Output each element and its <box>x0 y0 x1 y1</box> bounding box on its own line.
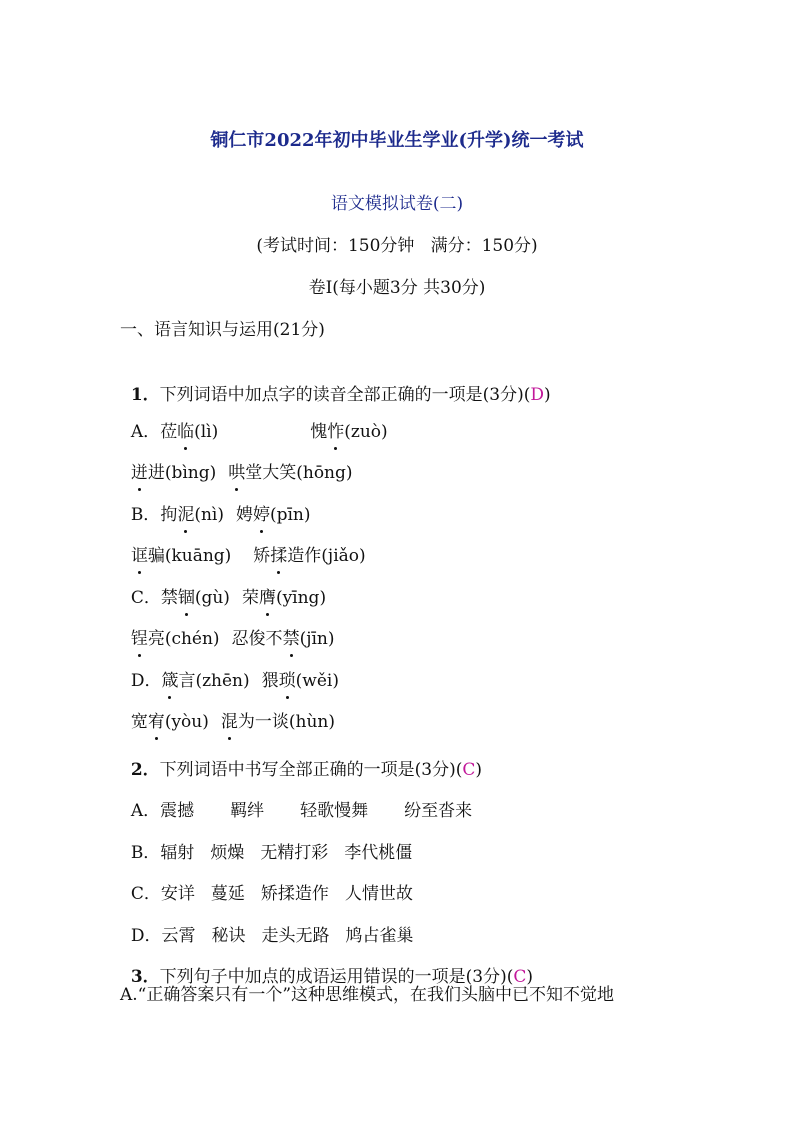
word-char: 娉 <box>235 505 253 525</box>
question-text: 下列句子中加点的成语运用错误的一项是(3分) <box>159 967 507 987</box>
volume-heading: 卷Ⅰ(每小题3分 共30分) <box>308 278 486 298</box>
word-char: 愧 <box>310 422 328 442</box>
q2-option-a <box>120 775 472 823</box>
question-number: 3． <box>130 967 160 987</box>
option-word: 安详 <box>160 884 195 904</box>
option-word: 轻歌慢舞 <box>300 801 369 821</box>
dotted-char: 膺 <box>258 588 276 608</box>
word-char: 造作 <box>287 546 322 566</box>
question-1-stem: 1．下列词语中加点字的读音全部正确的一项是(3分)(D) <box>130 385 551 405</box>
dotted-char: 宥 <box>147 712 165 732</box>
word-char: 禁 <box>160 588 178 608</box>
dotted-char: 泥 <box>177 505 195 525</box>
word-char: 拘 <box>160 505 178 525</box>
option-word: 走头无路 <box>261 926 330 946</box>
dotted-char: 琐 <box>278 671 296 691</box>
word-char: 荣 <box>241 588 259 608</box>
pinyin: (jīn) <box>299 629 335 649</box>
pinyin: (wěi) <box>295 671 339 691</box>
pinyin: (bìng) <box>164 463 217 483</box>
option-word: 李代桃僵 <box>344 843 413 863</box>
question-text: 下列词语中加点字的读音全部正确的一项是(3分) <box>159 385 524 405</box>
pinyin: (hùn) <box>288 712 335 732</box>
dotted-char: 迸 <box>130 463 148 483</box>
dotted-char: 锃 <box>130 629 148 649</box>
dotted-char: 婷 <box>252 505 270 525</box>
option-label: D． <box>130 671 162 691</box>
question-number: 2． <box>130 760 160 780</box>
answer-key: C <box>513 967 527 987</box>
option-word: 震撼 <box>160 801 195 821</box>
question-text: 下列词语中书写全部正确的一项是(3分) <box>159 760 456 780</box>
q1-option-a-line2 <box>120 437 353 485</box>
option-label: C． <box>130 884 161 904</box>
pinyin: (nì) <box>194 505 224 525</box>
option-word: 鸠占雀巢 <box>345 926 414 946</box>
word-char: 莅 <box>160 422 178 442</box>
pinyin: (lì) <box>194 422 219 442</box>
word-char: 骗 <box>147 546 165 566</box>
option-label: B． <box>130 505 161 525</box>
option-label: C． <box>130 588 161 608</box>
option-word: 人情世故 <box>344 884 413 904</box>
option-word: 蔓延 <box>210 884 245 904</box>
pinyin: (hōng) <box>296 463 353 483</box>
word-char: 进 <box>147 463 165 483</box>
pinyin: (pīn) <box>269 505 311 525</box>
exam-info: (考试时间：150分钟 满分：150分) <box>256 236 538 256</box>
word-char: 猥 <box>261 671 279 691</box>
paper-subtitle: 语文模拟试卷(二) <box>330 194 464 214</box>
pinyin: (chén) <box>164 629 220 649</box>
section-heading: 一、语言知识与运用(21分) <box>120 320 325 340</box>
dotted-char: 禁 <box>282 629 300 649</box>
option-word: 无精打彩 <box>260 843 329 863</box>
pinyin: (zuò) <box>344 422 388 442</box>
pinyin: (jiǎo) <box>321 546 366 566</box>
option-word: 矫揉造作 <box>260 884 329 904</box>
pinyin: (gù) <box>194 588 230 608</box>
option-label: A． <box>130 801 161 821</box>
dotted-char: 怍 <box>327 422 345 442</box>
q3-option-a: A.“正确答案只有一个”这种思维模式，在我们头脑中已不知不觉地 <box>120 985 615 1005</box>
q1-option-c-line2 <box>120 603 334 651</box>
dotted-char: 哄 <box>228 463 246 483</box>
q2-option-c <box>120 858 413 906</box>
question-3-stem: 3．下列句子中加点的成语运用错误的一项是(3分)(C) <box>130 967 534 987</box>
option-label: D． <box>130 926 162 946</box>
option-label: A． <box>130 422 161 442</box>
pinyin: (yīng) <box>275 588 327 608</box>
word-char: 忍俊不 <box>231 629 283 649</box>
pinyin: (zhēn) <box>195 671 250 691</box>
option-word: 秘诀 <box>211 926 246 946</box>
option-word: 羁绊 <box>230 801 265 821</box>
word-char: 堂大笑 <box>245 463 297 483</box>
question-number: 1． <box>130 385 160 405</box>
answer-key: C <box>462 760 476 780</box>
dotted-char: 箴 <box>161 671 179 691</box>
q1-option-d-line2 <box>120 686 335 734</box>
option-word: 辐射 <box>160 843 195 863</box>
word-char: 言 <box>178 671 196 691</box>
exam-title: 铜仁市2022年初中毕业生学业(升学)统一考试 <box>210 130 584 151</box>
dotted-char: 揉 <box>270 546 288 566</box>
option-label: B． <box>130 843 161 863</box>
dotted-char: 混 <box>220 712 238 732</box>
word-char: 矫 <box>253 546 271 566</box>
word-char: 为一谈 <box>237 712 289 732</box>
pinyin: (yòu) <box>164 712 209 732</box>
word-char: 亮 <box>147 629 165 649</box>
dotted-char: 诓 <box>130 546 148 566</box>
pinyin: (kuāng) <box>164 546 232 566</box>
answer-key: D <box>530 385 545 405</box>
dotted-char: 锢 <box>177 588 195 608</box>
option-word: 烦燥 <box>210 843 245 863</box>
word-char: 宽 <box>130 712 148 732</box>
dotted-char: 临 <box>177 422 195 442</box>
q1-option-b-line2 <box>120 520 366 568</box>
question-2-stem: 2．下列词语中书写全部正确的一项是(3分)(C) <box>130 760 483 780</box>
option-word: 云霄 <box>161 926 196 946</box>
option-word: 纷至沓来 <box>404 801 473 821</box>
